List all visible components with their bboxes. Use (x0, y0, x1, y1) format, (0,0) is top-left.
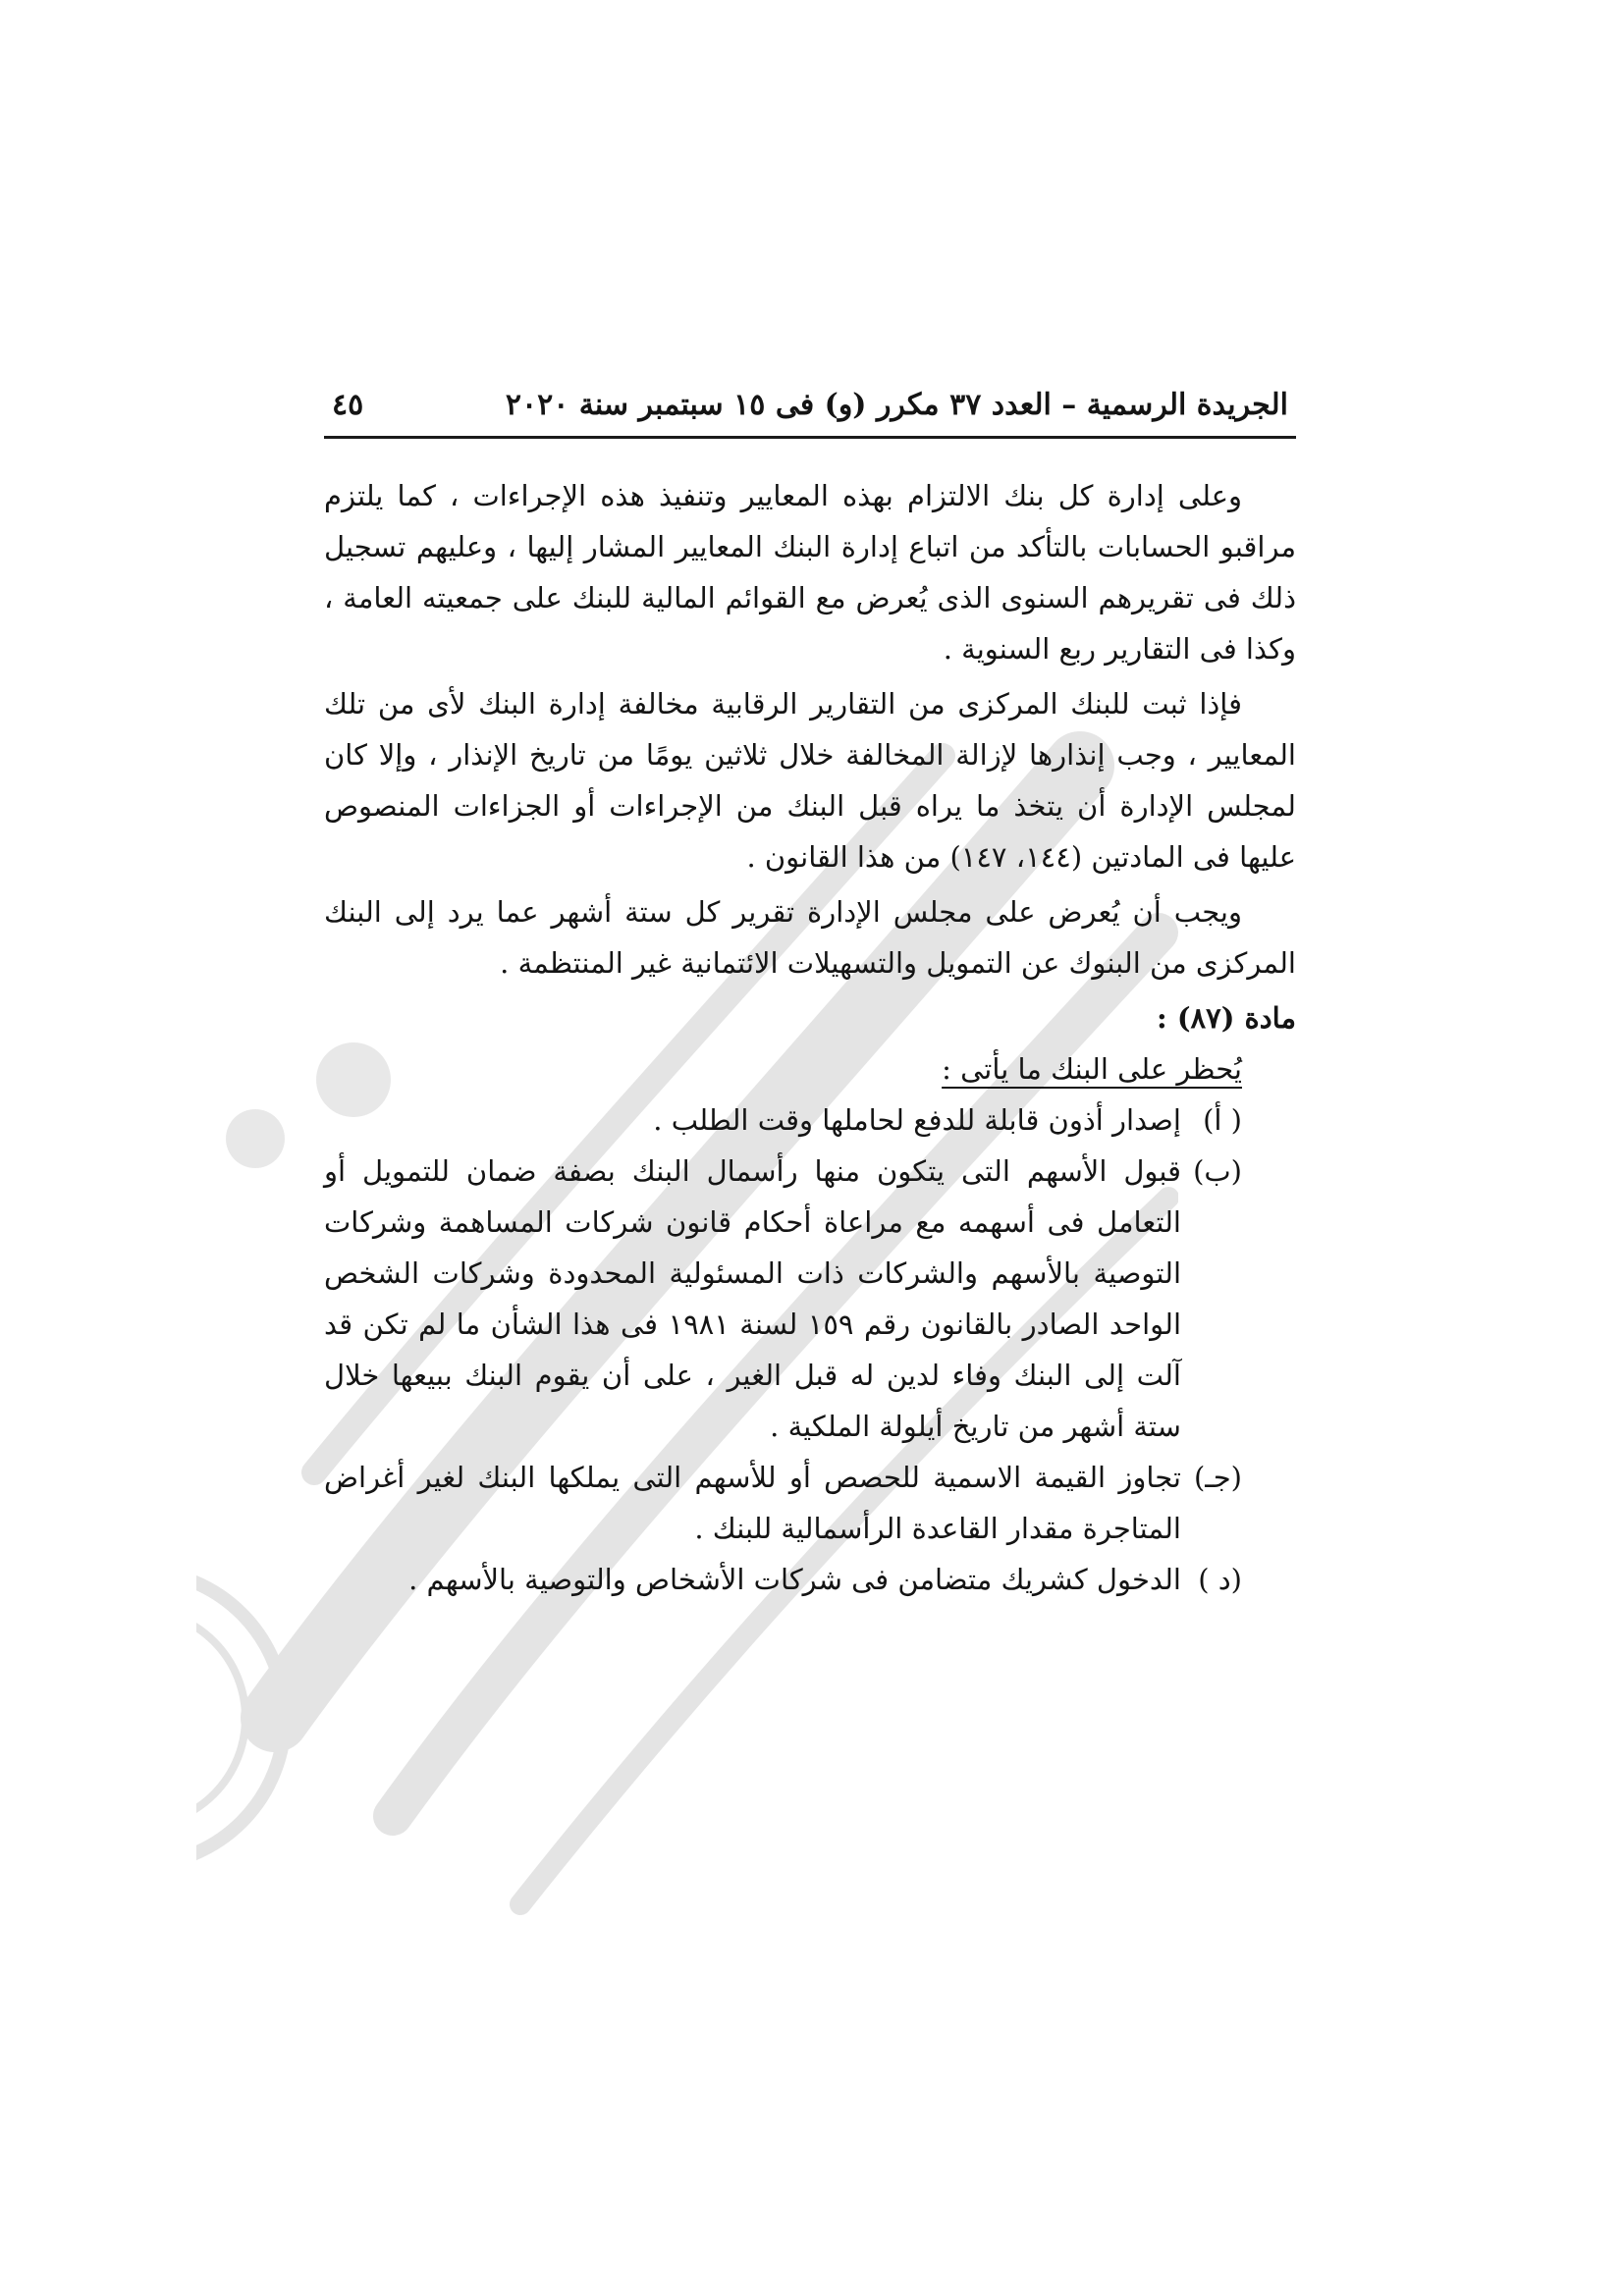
list-item-text: تجاوز القيمة الاسمية للحصص أو للأسهم التى يملكها البنك لغير أغراض المتاجرة مقدار القاعدة الرأسمالية للبنك . (324, 1461, 1181, 1545)
paragraph-semiannual-report: ويجب أن يُعرض على مجلس الإدارة تقرير كل ستة أشهر عما يرد إلى البنك المركزى من البنوك عن التمويل والتسهيلات الائتمانية غير المنتظمة . (324, 895, 1296, 980)
article-title: مادة (٨٧) : (1157, 1001, 1296, 1035)
paragraph-standards-compliance: وعلى إدارة كل بنك الالتزام بهذه المعايير وتنفيذ هذه الإجراءات ، كما يلتزم مراقبو الحسابات بالتأكد من اتباع إدارة البنك المعايير المشار إليها ، وعليهم تسجيل ذلك فى تقريرهم السنوى الذى يُعرض مع القوائم المالية للبنك على جمعيته العامة ، وكذا فى التقارير ربع السنوية . (324, 479, 1296, 666)
gazette-page (324, 388, 1296, 1605)
article-intro: يُحظر على البنك ما يأتى : (942, 1052, 1242, 1086)
header-title: الجريدة الرسمية – العدد ٣٧ مكرر (و) فى ١٥ سبتمبر سنة ٢٠٢٠ (505, 388, 1288, 422)
paragraph-violation-warning: فإذا ثبت للبنك المركزى من التقارير الرقابية مخالفة إدارة البنك لأى من تلك المعايير ، وجب إنذارها لإزالة المخالفة خلال ثلاثين يومًا من تاريخ الإنذار ، وإلا كان لمجلس الإدارة أن يتخذ ما يراه قبل البنك من الإجراءات أو الجزاءات المنصوص عليها فى المادتين (١٤٤، ١٤٧) من هذا القانون . (324, 687, 1296, 874)
list-item-marker: (جـ) (1193, 1461, 1242, 1494)
page-header (324, 388, 1296, 439)
list-item-marker: ( أ) (1203, 1103, 1242, 1137)
list-item-text: إصدار أذون قابلة للدفع لحاملها وقت الطلب . (653, 1103, 1181, 1137)
list-item (324, 1095, 1296, 1146)
list-item (324, 1452, 1296, 1554)
list-item (324, 1146, 1296, 1452)
list-item-text: قبول الأسهم التى يتكون منها رأسمال البنك بصفة ضمان للتمويل أو التعامل فى أسهمه مع مراعاة أحكام قانون شركات المساهمة وشركات التوصية بالأسهم والشركات ذات المسئولية المحدودة وشركات الشخص الواحد الصادر بالقانون رقم ١٥٩ لسنة ١٩٨١ فى هذا الشأن ما لم تكن قد آلت إلى البنك وفاء لدين له قبل الغير ، على أن يقوم البنك ببيعها خلال ستة أشهر من تاريخ أيلولة الملكية . (324, 1154, 1182, 1443)
list-item-marker: (د ) (1198, 1563, 1242, 1596)
list-item (324, 1554, 1296, 1605)
page-number: ٤٥ (332, 388, 364, 422)
list-item-text: الدخول كشريك متضامن فى شركات الأشخاص والتوصية بالأسهم . (408, 1563, 1181, 1596)
list-item-marker: (ب) (1193, 1154, 1242, 1188)
